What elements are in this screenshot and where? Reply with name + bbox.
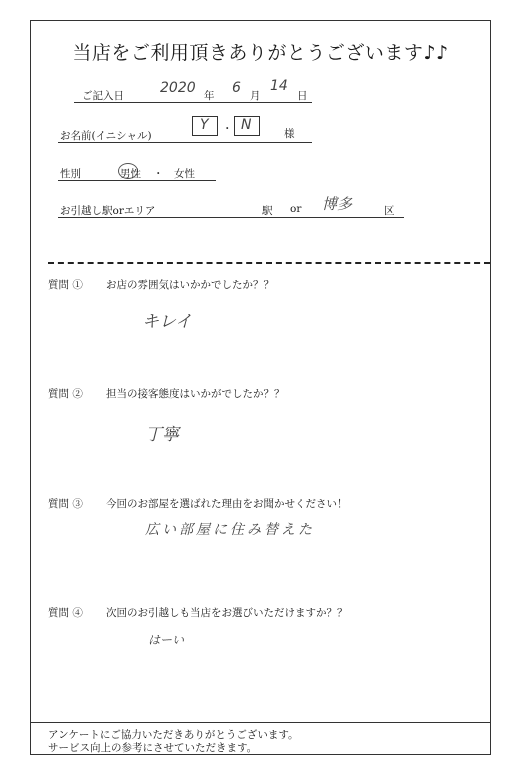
- date-month-value[interactable]: 6: [232, 80, 241, 96]
- name-underline: [58, 142, 312, 143]
- question-3-text: 今回のお部屋を選ばれた理由をお聞かせください！: [106, 498, 348, 510]
- area-label: お引越し駅orエリア: [60, 205, 156, 217]
- footer-line-1: アンケートにご協力いただきありがとうございます。: [48, 729, 299, 741]
- gender-label: 性別: [60, 168, 81, 180]
- question-2-text: 担当の接客態度はいかがでしたか？？: [106, 388, 285, 400]
- gender-separator: ・: [153, 168, 164, 180]
- date-year-unit: 年: [204, 90, 215, 102]
- footer-divider: [30, 722, 491, 723]
- name-honorific: 様: [284, 128, 295, 140]
- question-3-label: 質問 ③: [48, 498, 83, 510]
- gender-female-option[interactable]: 女性: [174, 168, 195, 180]
- gender-male-option[interactable]: 男性: [120, 168, 141, 180]
- area-underline: [58, 217, 404, 218]
- answer-4[interactable]: はーい: [148, 633, 185, 647]
- date-year-value[interactable]: 2020: [160, 80, 196, 96]
- area-value[interactable]: 博多: [322, 195, 353, 213]
- question-4-text: 次回のお引越しも当店をお選びいただけますか？？: [106, 607, 348, 619]
- answer-2[interactable]: 丁寧: [145, 425, 179, 445]
- survey-title: 当店をご利用頂きありがとうございます♪♪: [72, 42, 449, 64]
- area-station-suffix: 駅: [262, 205, 273, 217]
- initial-separator: ・: [222, 123, 233, 135]
- date-day-value[interactable]: 14: [270, 78, 288, 94]
- section-divider: [48, 262, 490, 264]
- question-4: [48, 605, 348, 620]
- area-ward-suffix: 区: [384, 205, 395, 217]
- question-3: [48, 496, 348, 511]
- question-1-text: お店の雰囲気はいかかでしたか？？: [106, 279, 274, 291]
- answer-1[interactable]: キレイ: [142, 312, 192, 332]
- date-label: ご記入日: [82, 90, 124, 102]
- question-1: [48, 277, 274, 292]
- gender-underline: [58, 180, 216, 181]
- footer-line-2: サービス向上の参考にさせていただきます。: [48, 742, 258, 754]
- question-2: [48, 386, 285, 401]
- initial-2-value: N: [241, 117, 252, 133]
- answer-3[interactable]: 広い部屋に住み替えた: [145, 522, 315, 538]
- question-1-label: 質問 ①: [48, 279, 83, 291]
- date-underline: [74, 102, 312, 103]
- question-2-label: 質問 ②: [48, 388, 83, 400]
- area-or-text: or: [290, 203, 302, 215]
- date-month-unit: 月: [250, 90, 261, 102]
- initial-1-value: Y: [200, 117, 209, 133]
- question-4-label: 質問 ④: [48, 607, 83, 619]
- date-day-unit: 日: [297, 90, 308, 102]
- name-label: お名前(イニシャル): [60, 130, 152, 142]
